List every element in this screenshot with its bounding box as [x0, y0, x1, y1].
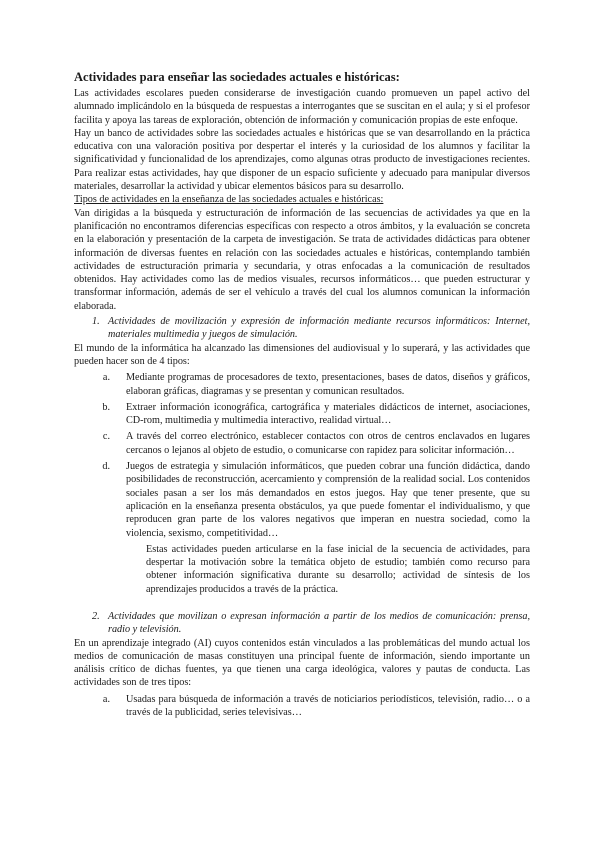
item-letter: a. [102, 372, 110, 384]
list-item [74, 460, 530, 540]
list-item [74, 401, 530, 428]
spacer [74, 596, 530, 608]
item-number: 2. [92, 610, 100, 622]
item-text: Mediante programas de procesadores de texto, presentaciones, bases de datos, diseños y gráficos, elaboran gráficas, diagramas y se presentan y comunican resultados. [126, 372, 530, 397]
list-item [74, 430, 530, 457]
numbered-item-1 [74, 315, 530, 342]
item-text: Juegos de estrategia y simulación informáticos, que pueden cobrar una función didáctica, dando posibilidades de reconstrucción, acercamiento y comprensión de la realidad social. Los contenidos sociales pasan a ser los más demandados en estos juegos. Hay que tener presente, que su aplicación en la enseñanza presenta obstáculos, ya que puede fomentar el individualismo, y que reproducen gran parte de los valores negativos que imperan en nuestra sociedad, como la violencia, sexismo, competitividad… [126, 461, 530, 539]
item-text: Usadas para búsqueda de información a través de noticiarios periodísticos, televisión, radio… o a través de la publicidad, series televisivas… [126, 693, 530, 719]
intro-paragraph-1: Las actividades escolares pueden considerarse de investigación cuando promueven un papel activo del alumnado implicándolo en la búsqueda de respuestas a interrogantes que se suscitan en el aula; y si el profesor facilita y apoya las tareas de exploración, obtención de información y comunicación propias de este enfoque. [74, 88, 530, 126]
list-item [74, 610, 530, 637]
document-body [74, 70, 530, 722]
item1-sublist [74, 371, 530, 540]
list-item [74, 693, 530, 720]
subheading: Tipos de actividades en la enseñanza de las sociedades actuales e históricas: [74, 194, 384, 206]
item-letter: d. [102, 461, 110, 473]
item-heading: Actividades que movilizan o expresan información a partir de los medios de comunicación: prensa, radio y televisión. [108, 610, 530, 636]
item1-intro: El mundo de la informática ha alcanzado las dimensiones del audiovisual y lo superará, y las actividades que pueden hacer son de 4 tipos: [74, 342, 530, 367]
intro-paragraph-2: Hay un banco de actividades sobre las sociedades actuales e históricas que se van desarrollando en la práctica educativa con una valoración positiva por despertar el interés y la curiosidad de los alumnos y facilitar la significatividad y funcionalidad de los aprendizajes, como algunas otras producto de investigaciones recientes. Para realizar estas actividades, hay que disponer de un espacio suficiente y adecuado para manipular diversos materiales, desarrollar la actividad y ubicar elementos básicos para su desarrollo. [74, 127, 530, 193]
item-heading: Actividades de movilización y expresión de información mediante recursos informáticos: Internet, materiales multimedia y juegos de simulación. [108, 316, 530, 341]
item2-intro: En un aprendizaje integrado (AI) cuyos contenidos están vinculados a las problemáticas del mundo actual los medios de comunicación de masas constituyen una principal fuente de información, siendo importante un análisis crítico de dichas fuentes, ya que tienen una carga ideológica, valores y pautas de conducta. Las actividades son de tres tipos: [74, 637, 530, 689]
item-text: Extraer información iconográfica, cartográfica y materiales didácticos de internet, asociaciones, CD-rom, multimedia y multimedia interactivo, realidad virtual… [126, 401, 530, 427]
types-paragraph: Van dirigidas a la búsqueda y estructuración de información de las secuencias de actividades ya que en la planificación no encontramos diferencias específicas con respecto a otros ámbitos, y la evaluación se concreta en la elaboración y presentación de la carpeta de investigación. Se trata de actividades didácticas para obtener información de diversas fuentes en relación con las sociedades actuales e históricas, contemplando también actividades de estructuración primaria y secundaria, y otras enfocadas a la comunicación de resultados obtenidos. Hay actividades como las de medios visuales, recursos informáticos… que pueden estructurar y transformar información, además de ser el vehículo a través del cual los alumnos comunican la información elaborada. [74, 207, 530, 312]
list-item [74, 315, 530, 342]
numbered-item-2 [74, 610, 530, 637]
item-text: A través del correo electrónico, establecer contactos con otros de centros enclavados en lugares cercanos o lejanos al objeto de estudio, o comunicarse con rapidez para solicitar información… [126, 431, 530, 456]
item-letter: c. [102, 431, 110, 443]
list-item [74, 371, 530, 398]
document-title: Actividades para enseñar las sociedades actuales e históricas: [74, 70, 400, 84]
item-number: 1. [92, 316, 100, 328]
item-letter: b. [102, 401, 110, 413]
item-letter: a. [102, 693, 110, 705]
item1-d-extra: Estas actividades pueden articularse en la fase inicial de la secuencia de actividades, para despertar la motivación sobre la temática objeto de estudio; también como recurso para obtener información significativa durante su desarrollo; actividad de síntesis de los aprendizajes producidos a través de la práctica. [146, 543, 530, 595]
item2-sublist [74, 693, 530, 720]
